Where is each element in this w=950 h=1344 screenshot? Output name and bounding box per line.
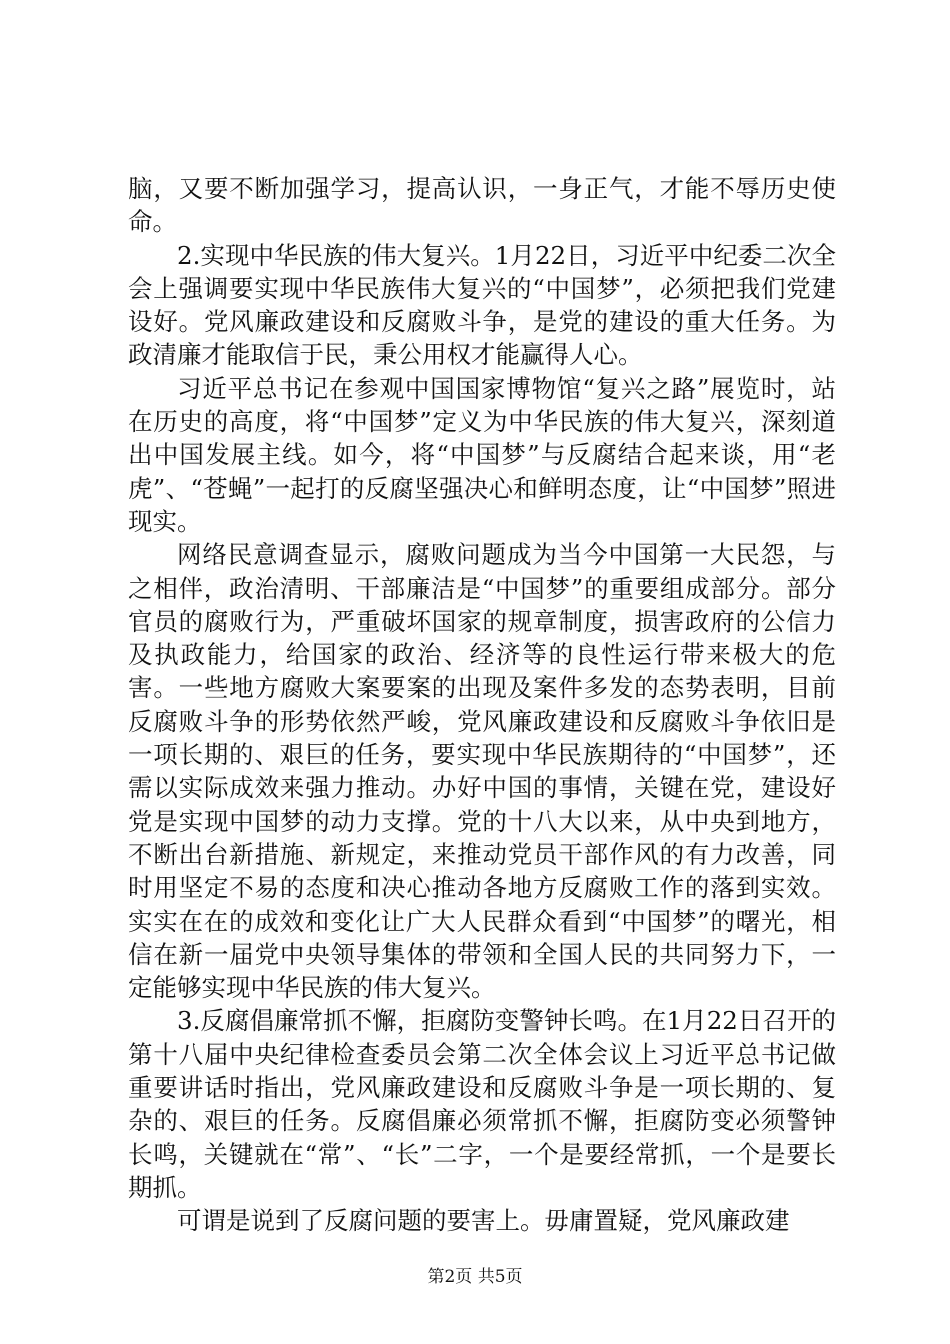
document-body <box>128 172 836 1238</box>
paragraph: 脑，又要不断加强学习，提高认识，一身正气，才能不辱历史使命。 <box>128 174 836 237</box>
paragraph: 2.实现中华民族的伟大复兴。1月22日，习近平中纪委二次全会上强调要实现中华民族伟大复兴的“中国梦”，必须把我们党建设好。党风廉政建设和反腐败斗争，是党的建设的重大任务。为政清廉才能取信于民，秉公用权才能赢得人心。 <box>128 240 836 370</box>
paragraph: 可谓是说到了反腐问题的要害上。毋庸置疑，党风廉政建 <box>177 1206 790 1236</box>
page-number-footer: 第2页 共5页 <box>427 1267 523 1287</box>
paragraph: 习近平总书记在参观中国国家博物馆“复兴之路”展览时，站在历史的高度，将“中国梦”定义为中华民族的伟大复兴，深刻道出中国发展主线。如今，将“中国梦”与反腐结合起来谈，用“老虎”、“苍蝇”一起打的反腐坚强决心和鲜明态度，让“中国梦”照进现实。 <box>128 373 836 536</box>
paragraph: 3.反腐倡廉常抓不懈，拒腐防变警钟长鸣。在1月22日召开的第十八届中央纪律检查委员会第二次全体会议上习近平总书记做重要讲话时指出，党风廉政建设和反腐败斗争是一项长期的、复杂的、艰巨的任务。反腐倡廉必须常抓不懈，拒腐防变必须警钟长鸣，关键就在“常”、“长”二字，一个是要经常抓，一个是要长期抓。 <box>128 1006 836 1202</box>
paragraph: 网络民意调查显示，腐败问题成为当今中国第一大民怨，与之相伴，政治清明、干部廉洁是“中国梦”的重要组成部分。部分官员的腐败行为，严重破坏国家的规章制度，损害政府的公信力及执政能力，给国家的政治、经济等的良性运行带来极大的危害。一些地方腐败大案要案的出现及案件多发的态势表明，目前反腐败斗争的形势依然严峻，党风廉政建设和反腐败斗争依旧是一项长期的、艰巨的任务，要实现中华民族期待的“中国梦”，还需以实际成效来强力推动。办好中国的事情，关键在党，建设好党是实现中国梦的动力支撑。党的十八大以来，从中央到地方，不断出台新措施、新规定，来推动党员干部作风的有力改善，同时用坚定不易的态度和决心推动各地方反腐败工作的落到实效。实实在在的成效和变化让广大人民群众看到“中国梦”的曙光，相信在新一届党中央领导集体的带领和全国人民的共同努力下，一定能够实现中华民族的伟大复兴。 <box>128 540 836 1003</box>
